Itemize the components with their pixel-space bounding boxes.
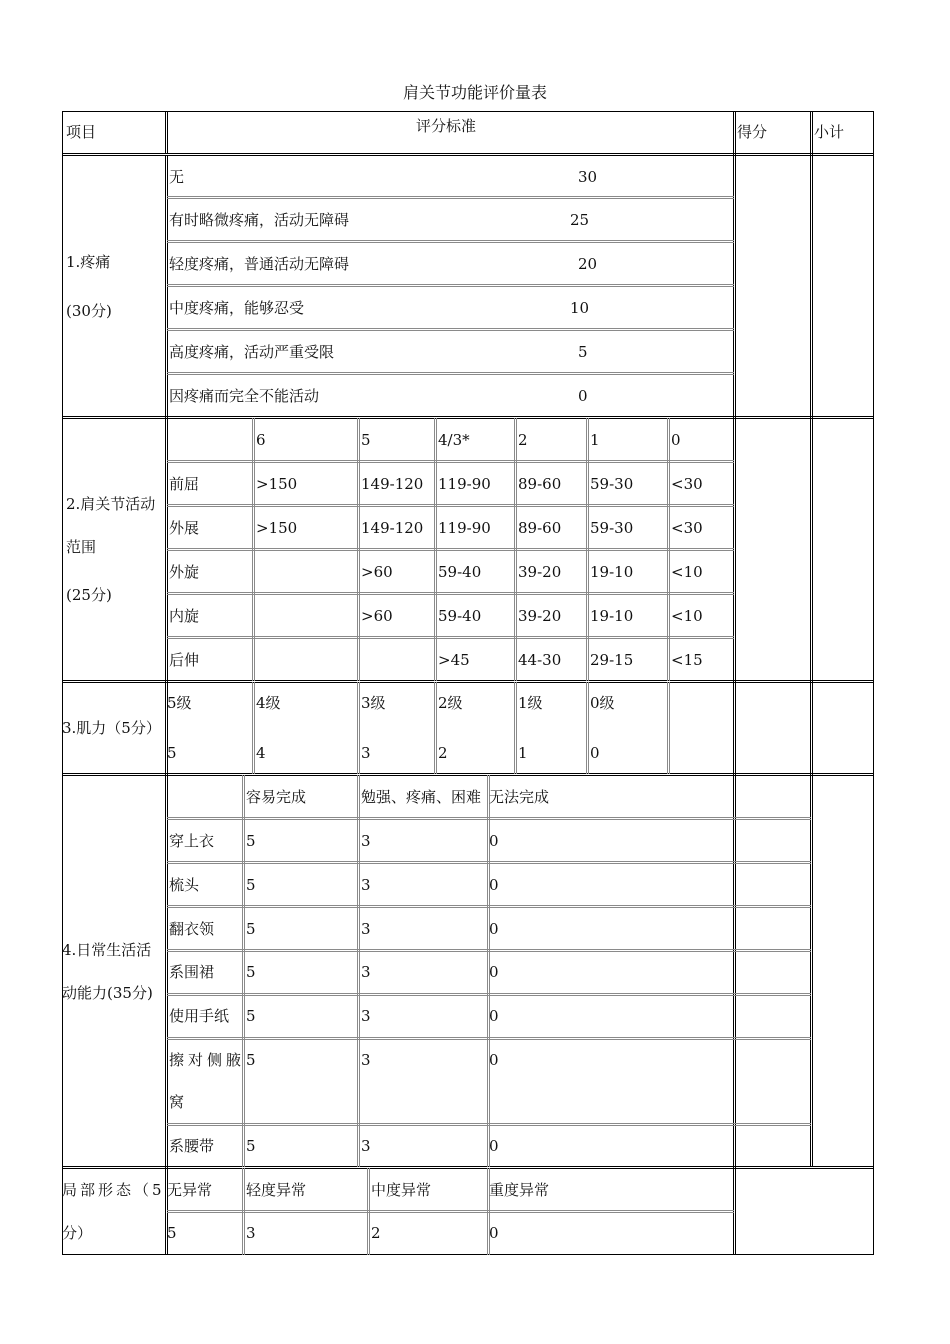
rom-range-value: <10 — [671, 607, 703, 625]
local-category: 无异常 — [167, 1181, 213, 1199]
table-rule — [167, 550, 734, 551]
table-rule — [359, 682, 360, 774]
local-category: 中度异常 — [371, 1181, 432, 1199]
header-subtotal: 小计 — [814, 123, 845, 141]
table-rule — [62, 153, 874, 154]
table-rule — [667, 682, 668, 774]
table-rule — [167, 1123, 811, 1124]
table-rule — [167, 330, 734, 331]
table-rule — [167, 905, 811, 906]
table-rule — [487, 775, 488, 1167]
pain-criterion: 轻度疼痛，普通活动无障碍 — [169, 255, 350, 273]
strength-grade: 3级 — [361, 694, 386, 712]
local-category: 轻度异常 — [246, 1181, 307, 1199]
adl-points: 5 — [246, 832, 256, 850]
pain-criterion: 中度疼痛，能够忍受 — [169, 299, 305, 317]
adl-activity-name: 梳头 — [169, 876, 200, 894]
table-rule — [167, 817, 811, 818]
table-rule — [359, 775, 360, 1167]
table-rule — [167, 111, 168, 154]
table-rule — [252, 682, 253, 774]
strength-grade: 2级 — [438, 694, 463, 712]
rom-level-header: 4/3* — [438, 431, 470, 449]
rom-range-value: 59-30 — [590, 475, 634, 493]
table-rule — [167, 1037, 811, 1038]
adl-points: 0 — [489, 963, 499, 981]
table-rule — [167, 1125, 811, 1126]
table-rule — [588, 682, 589, 774]
table-rule — [810, 111, 811, 1167]
table-rule — [167, 462, 734, 463]
table-rule — [62, 773, 874, 774]
table-rule — [62, 1166, 874, 1167]
table-rule — [62, 418, 874, 419]
table-rule — [514, 682, 515, 774]
adl-activity-name: 翻衣领 — [169, 920, 215, 938]
strength-label: 3.肌力（5分） — [62, 719, 161, 737]
local-category: 重度异常 — [489, 1181, 550, 1199]
pain-points: 30 — [578, 168, 598, 186]
table-rule — [167, 949, 811, 950]
table-rule — [167, 242, 734, 243]
rom-range-value: 119-90 — [438, 519, 491, 537]
adl-points: 0 — [489, 920, 499, 938]
table-rule — [735, 111, 736, 1255]
pain-criterion: 无 — [169, 168, 185, 186]
table-rule — [167, 372, 734, 373]
rom-motion-name: 外旋 — [169, 563, 200, 581]
table-rule — [167, 284, 734, 285]
header-item: 项目 — [66, 123, 97, 141]
rom-level-header: 5 — [361, 431, 371, 449]
pain-criterion: 因疼痛而完全不能活动 — [169, 387, 320, 405]
table-rule — [167, 907, 811, 908]
table-rule — [62, 416, 874, 417]
adl-points: 0 — [489, 1051, 499, 1069]
table-rule — [436, 682, 437, 774]
adl-points: 5 — [246, 1051, 256, 1069]
rom-max-score: (25分) — [66, 586, 112, 604]
adl-points: 5 — [246, 876, 256, 894]
pain-criterion: 有时略微疼痛，活动无障碍 — [169, 211, 350, 229]
strength-points: 0 — [590, 744, 600, 762]
strength-grade: 4级 — [256, 694, 281, 712]
adl-points: 5 — [246, 920, 256, 938]
table-rule — [516, 682, 517, 774]
table-rule — [669, 682, 670, 774]
rom-level-header: 0 — [671, 431, 681, 449]
rom-range-value: >60 — [361, 607, 393, 625]
rom-range-value: >60 — [361, 563, 393, 581]
rom-level-header: 6 — [256, 431, 266, 449]
table-rule — [167, 995, 811, 996]
adl-activity-name-line2: 窝 — [169, 1093, 185, 1111]
rom-label-line2: 范围 — [66, 538, 97, 556]
rom-range-value: <30 — [671, 475, 703, 493]
rom-range-value: 59-30 — [590, 519, 634, 537]
rom-level-header: 2 — [518, 431, 528, 449]
table-rule — [167, 460, 734, 461]
rom-range-value: 39-20 — [518, 607, 562, 625]
rom-range-value: 19-10 — [590, 607, 634, 625]
table-rule — [167, 374, 734, 375]
adl-points: 0 — [489, 876, 499, 894]
rom-range-value: 19-10 — [590, 563, 634, 581]
rom-motion-name: 后伸 — [169, 651, 200, 669]
rom-range-value: 89-60 — [518, 519, 562, 537]
table-rule — [434, 682, 435, 774]
pain-criterion: 高度疼痛，活动严重受限 — [169, 343, 335, 361]
rom-range-value: <15 — [671, 651, 703, 669]
table-rule — [165, 111, 166, 154]
rom-label: 2.肩关节活动 — [66, 495, 156, 513]
table-rule — [62, 111, 874, 112]
pain-points: 25 — [570, 211, 590, 229]
rom-range-value: <10 — [671, 563, 703, 581]
rom-range-value: 29-15 — [590, 651, 634, 669]
adl-activity-name: 擦对侧腋 — [169, 1051, 246, 1069]
adl-points: 0 — [489, 832, 499, 850]
rom-level-header: 1 — [590, 431, 600, 449]
table-rule — [62, 1254, 874, 1255]
table-rule — [167, 548, 734, 549]
table-rule — [167, 198, 734, 199]
pain-points: 20 — [578, 255, 598, 273]
adl-points: 3 — [361, 1007, 371, 1025]
local-label-line2: 分） — [62, 1224, 93, 1242]
rom-range-value: 59-40 — [438, 563, 482, 581]
table-rule — [167, 638, 734, 639]
table-rule — [167, 861, 811, 862]
rom-range-value: 149-120 — [361, 475, 424, 493]
table-rule — [167, 328, 734, 329]
pain-max-score: (30分) — [66, 302, 112, 320]
strength-grade: 1级 — [518, 694, 543, 712]
strength-points: 3 — [361, 744, 371, 762]
adl-activity-name: 系围裙 — [169, 963, 215, 981]
table-rule — [167, 504, 734, 505]
adl-points: 3 — [361, 1051, 371, 1069]
table-rule — [167, 1212, 734, 1213]
adl-points: 3 — [361, 832, 371, 850]
adl-col-header: 容易完成 — [246, 788, 307, 806]
table-rule — [62, 682, 874, 683]
rom-range-value: >150 — [256, 475, 298, 493]
adl-col-header: 勉强、疼痛、困难 — [361, 788, 482, 806]
table-rule — [873, 111, 874, 1255]
table-rule — [254, 682, 255, 774]
adl-points: 0 — [489, 1137, 499, 1155]
rom-motion-name: 前屈 — [169, 475, 200, 493]
pain-points: 5 — [578, 343, 588, 361]
adl-points: 0 — [489, 1007, 499, 1025]
table-rule — [167, 286, 734, 287]
strength-points: 1 — [518, 744, 528, 762]
strength-points: 4 — [256, 744, 266, 762]
pain-label: 1.疼痛 — [66, 253, 111, 271]
table-rule — [357, 775, 358, 1167]
adl-points: 3 — [361, 920, 371, 938]
table-rule — [167, 1210, 734, 1211]
adl-points: 3 — [361, 1137, 371, 1155]
header-criteria: 评分标准 — [416, 117, 477, 135]
table-rule — [167, 240, 734, 241]
adl-points: 5 — [246, 963, 256, 981]
rom-range-value: >45 — [438, 651, 470, 669]
table-rule — [62, 1168, 874, 1169]
adl-points: 3 — [361, 876, 371, 894]
local-points: 0 — [489, 1224, 499, 1242]
adl-activity-name: 穿上衣 — [169, 832, 215, 850]
adl-points: 5 — [246, 1007, 256, 1025]
rom-range-value: >150 — [256, 519, 298, 537]
local-points: 2 — [371, 1224, 381, 1242]
rom-range-value: 89-60 — [518, 475, 562, 493]
rom-range-value: <30 — [671, 519, 703, 537]
table-rule — [244, 775, 245, 1167]
table-rule — [167, 951, 811, 952]
table-rule — [167, 506, 734, 507]
table-rule — [165, 155, 166, 1255]
table-rule — [733, 111, 734, 1255]
rom-motion-name: 外展 — [169, 519, 200, 537]
table-rule — [167, 993, 811, 994]
strength-points: 2 — [438, 744, 448, 762]
rom-range-value: 119-90 — [438, 475, 491, 493]
adl-label-line2: 动能力(35分) — [62, 984, 153, 1002]
table-rule — [167, 819, 811, 820]
local-points: 5 — [167, 1224, 177, 1242]
adl-points: 5 — [246, 1137, 256, 1155]
table-rule — [62, 680, 874, 681]
table-rule — [167, 1039, 811, 1040]
strength-points: 5 — [167, 744, 177, 762]
table-rule — [62, 775, 874, 776]
rom-range-value: 44-30 — [518, 651, 562, 669]
table-rule — [586, 682, 587, 774]
adl-col-header: 无法完成 — [489, 788, 550, 806]
table-rule — [167, 592, 734, 593]
rom-range-value: 39-20 — [518, 563, 562, 581]
table-rule — [167, 636, 734, 637]
adl-activity-name: 使用手纸 — [169, 1007, 230, 1025]
table-rule — [812, 111, 813, 1167]
table-rule — [62, 111, 63, 1255]
table-rule — [167, 196, 734, 197]
strength-grade: 0级 — [590, 694, 615, 712]
table-rule — [242, 775, 243, 1167]
rom-range-value: 59-40 — [438, 607, 482, 625]
strength-grade: 5级 — [167, 694, 192, 712]
table-rule — [167, 863, 811, 864]
table-rule — [62, 155, 874, 156]
local-label: 局部形态（5 — [62, 1181, 165, 1199]
adl-points: 3 — [361, 963, 371, 981]
table-rule — [167, 594, 734, 595]
rom-motion-name: 内旋 — [169, 607, 200, 625]
pain-points: 0 — [578, 387, 588, 405]
header-score: 得分 — [737, 123, 768, 141]
pain-points: 10 — [570, 299, 590, 317]
page-title: 肩关节功能评价量表 — [402, 83, 547, 102]
rom-range-value: 149-120 — [361, 519, 424, 537]
adl-activity-name: 系腰带 — [169, 1137, 215, 1155]
adl-label: 4.日常生活活 — [62, 941, 152, 959]
table-rule — [357, 682, 358, 774]
local-points: 3 — [246, 1224, 256, 1242]
